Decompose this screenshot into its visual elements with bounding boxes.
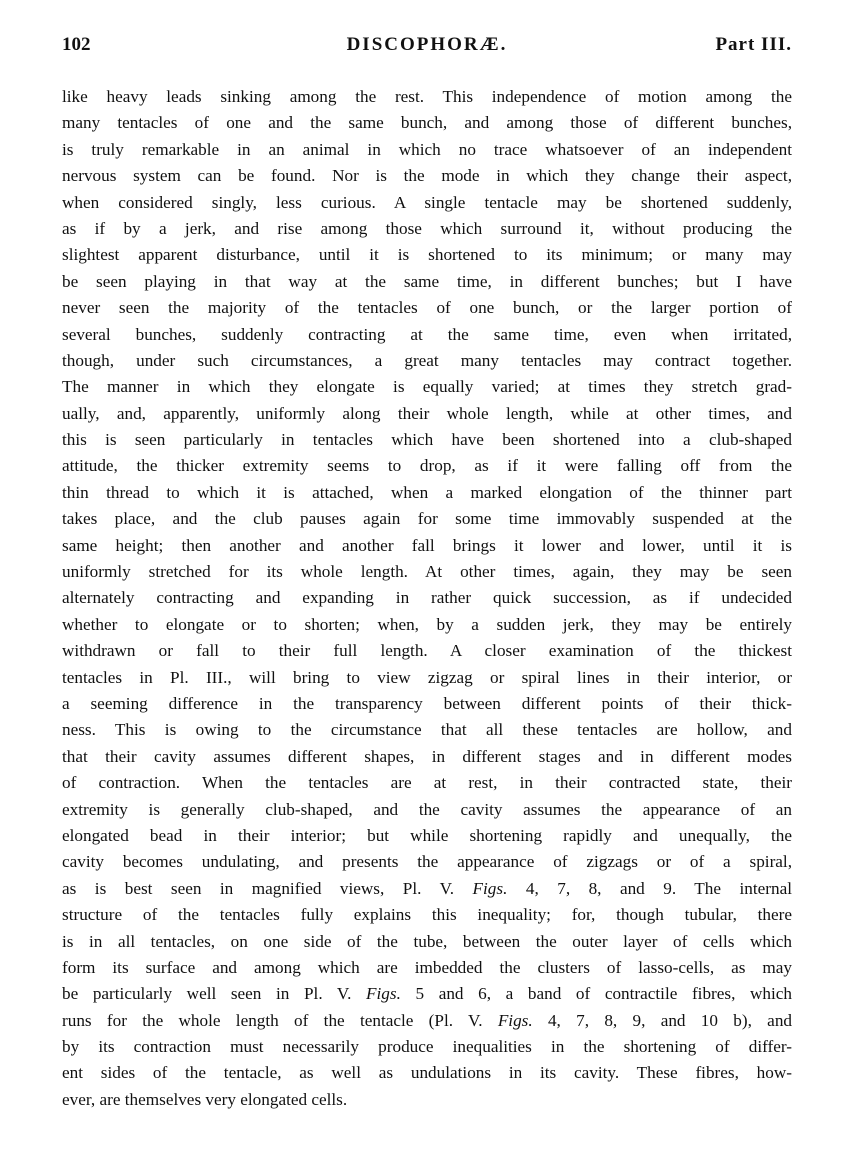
text-line: thin thread to which it is attached, when a marked elongation of the thinner part [62, 482, 792, 502]
text-line: The manner in which they elongate is equally varied; at times they stretch grad- [62, 377, 792, 397]
text-line: never seen the majority of the tentacles of one bunch, or the larger portion of [62, 298, 792, 318]
text-line: takes place, and the club pauses again for some time immovably suspended at the [62, 509, 792, 529]
text-line: this is seen particularly in tentacles which have been shortened into a club-shaped [62, 430, 792, 450]
document-page [62, 34, 792, 1113]
text-line: when considered singly, less curious. A single tentacle may be shortened suddenly, [62, 192, 792, 212]
text-line: that their cavity assumes different shapes, in different stages and in different modes [62, 746, 792, 766]
text-line: of contraction. When the tentacles are at rest, in their contracted state, their [62, 773, 792, 793]
text-line: though, under such circumstances, a great many tentacles may contract together. [62, 350, 792, 370]
text-line: cavity becomes undulating, and presents the appearance of zigzags or of a spiral, [62, 852, 792, 872]
text-line: ually, and, apparently, uniformly along their whole length, while at other times, and [62, 403, 792, 423]
text-line: elongated bead in their interior; but while shortening rapidly and unequally, the [62, 825, 792, 845]
text-line: is in all tentacles, on one side of the tube, between the outer layer of cells which [62, 931, 792, 951]
text-line: as if by a jerk, and rise among those which surround it, without producing the [62, 218, 792, 238]
text-line: be particularly well seen in Pl. V. Figs. 5 and 6, a band of contractile fibres, which [62, 984, 792, 1004]
text-line: runs for the whole length of the tentacle (Pl. V. Figs. 4, 7, 8, 9, and 10 b), and [62, 1010, 792, 1030]
part-label: Part III. [715, 34, 792, 55]
text-line: as is best seen in magnified views, Pl. V. Figs. 4, 7, 8, and 9. The internal [62, 878, 792, 898]
text-line: many tentacles of one and the same bunch, and among those of different bunches, [62, 113, 792, 133]
text-line: ness. This is owing to the circumstance that all these tentacles are hollow, and [62, 720, 792, 740]
text-line: uniformly stretched for its whole length. At other times, again, they may be seen [62, 562, 792, 582]
text-line: structure of the tentacles fully explains this inequality; for, though tubular, there [62, 905, 792, 925]
text-line: nervous system can be found. Nor is the mode in which they change their aspect, [62, 166, 792, 186]
text-line: alternately contracting and expanding in rather quick succession, as if undecided [62, 588, 792, 608]
text-line: ent sides of the tentacle, as well as undulations in its cavity. These fibres, how- [62, 1063, 792, 1083]
text-line: ever, are themselves very elongated cells. [62, 1089, 348, 1109]
text-line: attitude, the thicker extremity seems to drop, as if it were falling off from the [62, 456, 792, 476]
text-line: form its surface and among which are imbedded the clusters of lasso-cells, as may [62, 957, 792, 977]
text-line: slightest apparent disturbance, until it is shortened to its minimum; or many may [62, 245, 792, 265]
text-line: by its contraction must necessarily produce inequalities in the shortening of differ- [62, 1037, 792, 1057]
text-line: extremity is generally club-shaped, and the cavity assumes the appearance of an [62, 799, 792, 819]
text-line: withdrawn or fall to their full length. A closer examination of the thickest [62, 641, 792, 661]
running-header [62, 34, 792, 64]
body-text [62, 84, 792, 1113]
text-line: whether to elongate or to shorten; when, by a sudden jerk, they may be entirely [62, 614, 792, 634]
text-line: is truly remarkable in an animal in which no trace whatsoever of an independent [62, 139, 792, 159]
page-number: 102 [62, 34, 91, 55]
running-title: DISCOPHORÆ. [346, 34, 508, 55]
text-line: several bunches, suddenly contracting at the same time, even when irritated, [62, 324, 792, 344]
text-line: a seeming difference in the transparency between different points of their thick- [62, 693, 792, 713]
text-line: same height; then another and another fall brings it lower and lower, until it is [62, 535, 792, 555]
text-line: be seen playing in that way at the same time, in different bunches; but I have [62, 271, 792, 291]
text-line: tentacles in Pl. III., will bring to view zigzag or spiral lines in their interior, or [62, 667, 792, 687]
text-line: like heavy leads sinking among the rest. This independence of motion among the [62, 87, 792, 106]
